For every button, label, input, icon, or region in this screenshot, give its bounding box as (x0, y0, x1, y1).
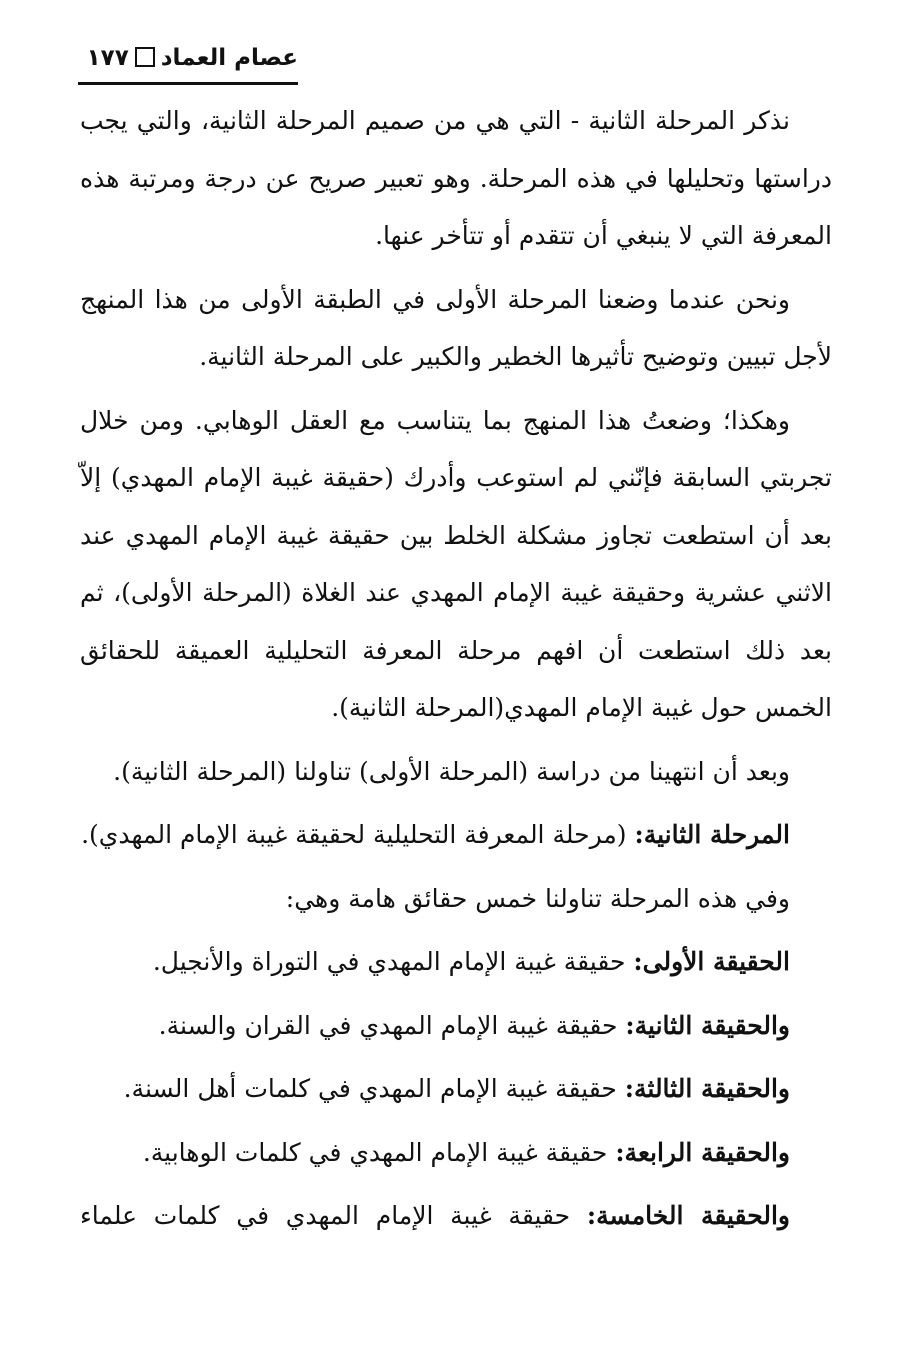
list-item: والحقيقة الخامسة: حقيقة غيبة الإمام المهدي في كلمات علماء (80, 1201, 790, 1230)
square-separator-icon (135, 47, 155, 67)
body-text (80, 92, 832, 1251)
paragraph-label: المرحلة الثانية: (634, 820, 790, 849)
list-item: والحقيقة الثانية: حقيقة غيبة الإمام المهدي في القران والسنة. (158, 1010, 790, 1040)
list-item: الحقيقة الأولى: حقيقة غيبة الإمام المهدي في التوراة والأنجيل. (152, 947, 790, 976)
paragraph: وفي هذه المرحلة تناولنا خمس حقائق هامة وهي: (285, 883, 790, 913)
running-header (78, 38, 298, 85)
list-item: والحقيقة الرابعة: حقيقة غيبة الإمام المهدي في كلمات الوهابية. (142, 1137, 790, 1167)
book-title: عصام العماد (160, 45, 298, 71)
paragraph-label: والحقيقة الثالثة: (624, 1074, 790, 1103)
list-item: والحقيقة الثالثة: حقيقة غيبة الإمام المهدي في كلمات أهل السنة. (123, 1074, 790, 1103)
paragraph: وهكذا؛ وضعتُ هذا المنهج بما يتناسب مع العقل الوهابي. ومن خلال تجربتي السابقة فإنّني لم استوعب وأدرك (حقيقة غيبة الإمام المهدي) إلاّ بعد أن استطعت تجاوز مشكلة الخلط بين حقيقة غيبة الإمام المهدي عند الاثني عشرية وحقيقة غيبة الإمام المهدي عند الغلاة (المرحلة الأولى)، ثم بعد ذلك استطعت أن افهم مرحلة المعرفة التحليلية العميقة للحقائق الخمس حول غيبة الإمام المهدي(المرحلة الثانية). (80, 405, 832, 722)
page-number: ١٧٧ (86, 45, 129, 71)
paragraph: وبعد أن انتهينا من دراسة (المرحلة الأولى) تناولنا (المرحلة الثانية). (113, 756, 790, 786)
paragraph: المرحلة الثانية: (مرحلة المعرفة التحليلية لحقيقة غيبة الإمام المهدي). (81, 820, 790, 849)
paragraph-label: الحقيقة الأولى: (633, 947, 790, 976)
paragraph-label: والحقيقة الرابعة: (615, 1137, 790, 1167)
paragraph-label: والحقيقة الخامسة: (586, 1201, 790, 1230)
paragraph-label: والحقيقة الثانية: (625, 1010, 790, 1040)
paragraph: نذكر المرحلة الثانية - التي هي من صميم المرحلة الثانية، والتي يجب دراستها وتحليلها في هذه المرحلة. وهو تعبير صريح عن درجة ومرتبة هذه المعرفة التي لا ينبغي أن تتقدم أو تتأخر عنها. (80, 106, 832, 250)
paragraph: ونحن عندما وضعنا المرحلة الأولى في الطبقة الأولى من هذا المنهج لأجل تبيين وتوضيح تأثيرها الخطير والكبير على المرحلة الثانية. (80, 284, 832, 371)
